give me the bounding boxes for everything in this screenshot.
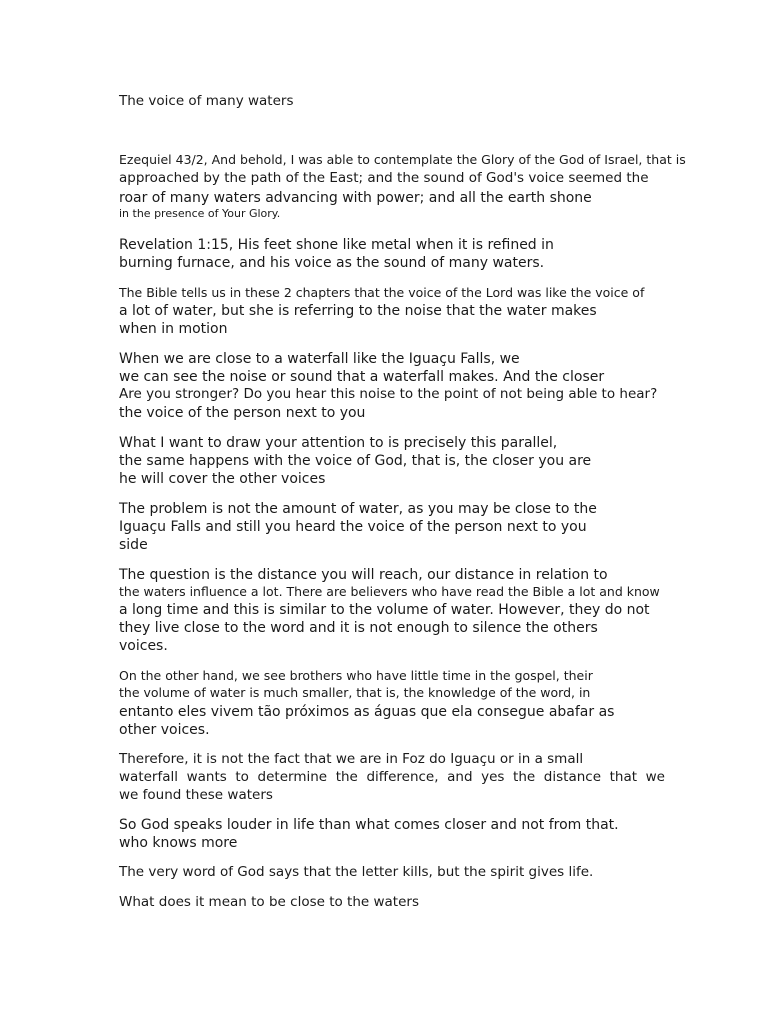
text-line: when in motion (119, 321, 228, 337)
text-line: other voices. (119, 722, 210, 738)
text-line: the same happens with the voice of God, that is, the closer you are (119, 453, 592, 469)
text-line: Therefore, it is not the fact that we are in Foz do Iguaçu or in a small (119, 751, 584, 767)
word: waterfall (119, 769, 178, 785)
word: the (513, 769, 536, 785)
text-line: we can see the noise or sound that a waterfall makes. And the closer (119, 369, 605, 385)
text-line: a long time and this is similar to the volume of water. However, they do not (119, 602, 650, 618)
text-line: When we are close to a waterfall like the Iguaçu Falls, we (119, 351, 520, 367)
text-line: What I want to draw your attention to is precisely this parallel, (119, 435, 558, 451)
word: yes (481, 769, 505, 785)
text-line: side (119, 537, 148, 553)
document-title: The voice of many waters (119, 93, 294, 109)
text-line: The question is the distance you will reach, our distance in relation to (119, 567, 608, 583)
text-line: who knows more (119, 835, 238, 851)
text-line: Revelation 1:15, His feet shone like metal when it is refined in (119, 237, 554, 253)
word: the (335, 769, 358, 785)
word: wants (186, 769, 227, 785)
text-line: the volume of water is much smaller, that is, the knowledge of the word, in (119, 685, 591, 700)
text-line-justified (119, 771, 665, 785)
word: we (645, 769, 665, 785)
text-line: in the presence of Your Glory. (119, 207, 281, 220)
word: determine (257, 769, 328, 785)
text-line: a lot of water, but she is referring to the noise that the water makes (119, 303, 597, 319)
text-line: So God speaks louder in life than what comes closer and not from that. (119, 817, 619, 833)
text-line: The very word of God says that the letter kills, but the spirit gives life. (119, 864, 594, 880)
word: and (447, 769, 473, 785)
text-line: roar of many waters advancing with power; and all the earth shone (119, 190, 592, 206)
text-line: they live close to the word and it is not enough to silence the others (119, 620, 598, 636)
text-line: the voice of the person next to you (119, 405, 366, 421)
text-line: burning furnace, and his voice as the sound of many waters. (119, 255, 545, 271)
text-line: voices. (119, 638, 168, 654)
word: difference, (366, 769, 439, 785)
text-line: Iguaçu Falls and still you heard the voice of the person next to you (119, 519, 587, 535)
text-line: On the other hand, we see brothers who have little time in the gospel, their (119, 668, 593, 683)
text-line: Are you stronger? Do you hear this noise to the point of not being able to hear? (119, 386, 658, 402)
word: to (235, 769, 249, 785)
text-line: we found these waters (119, 787, 273, 803)
text-line: he will cover the other voices (119, 471, 326, 487)
word: distance (543, 769, 602, 785)
text-line: the waters influence a lot. There are believers who have read the Bible a lot and know (119, 584, 660, 599)
text-line: entanto eles vivem tão próximos as águas que ela consegue abafar as (119, 704, 615, 720)
text-line: The Bible tells us in these 2 chapters that the voice of the Lord was like the voice of (119, 285, 645, 300)
text-line: What does it mean to be close to the waters (119, 894, 419, 910)
text-line: The problem is not the amount of water, as you may be close to the (119, 501, 597, 517)
word: that (609, 769, 638, 785)
text-line: Ezequiel 43/2, And behold, I was able to contemplate the Glory of the God of Israel, that is (119, 152, 686, 167)
text-line: approached by the path of the East; and the sound of God's voice seemed the (119, 170, 649, 186)
